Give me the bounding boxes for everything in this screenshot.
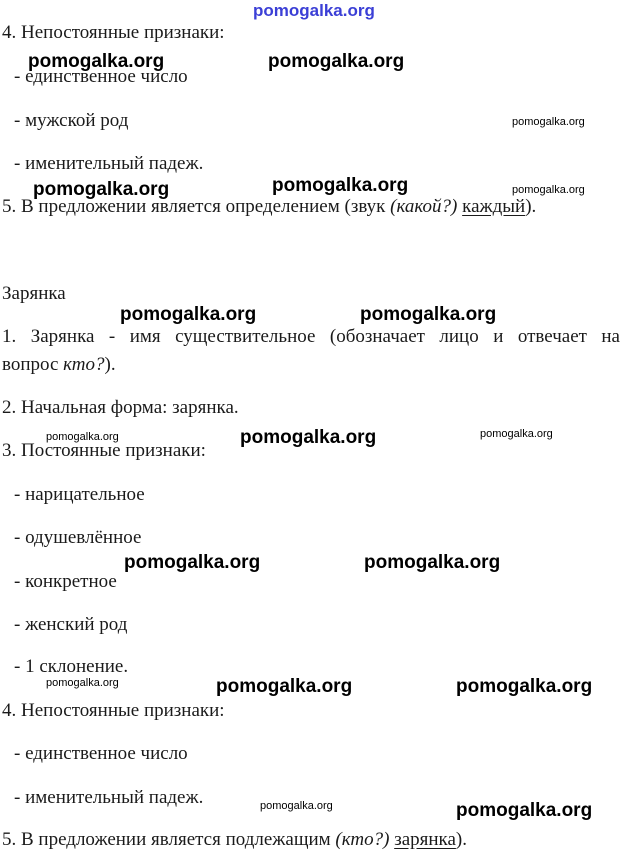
watermark: pomogalka.org	[46, 677, 119, 689]
list-item: - мужской род	[14, 110, 129, 131]
role-suffix: ).	[455, 829, 467, 850]
watermark: pomogalka.org	[120, 304, 257, 325]
watermark: pomogalka.org	[512, 116, 585, 128]
watermark: pomogalka.org	[260, 800, 333, 812]
role-question: (кто?)	[335, 829, 390, 850]
nonconstant-heading-2: 4. Непостоянные признаки:	[2, 700, 225, 721]
initial-form: 2. Начальная форма: зарянка.	[2, 397, 239, 418]
role-suffix: ).	[525, 196, 537, 217]
question-suffix: ).	[104, 354, 116, 375]
list-item: - именительный падеж.	[14, 787, 204, 808]
list-item: - конкретное	[14, 571, 117, 592]
list-item: - одушевлённое	[14, 527, 142, 548]
list-item: - единственное число	[14, 743, 188, 764]
watermark: pomogalka.org	[272, 175, 409, 196]
watermark: pomogalka.org	[240, 427, 377, 448]
watermark: pomogalka.org	[512, 184, 585, 196]
watermark: pomogalka.org	[33, 179, 170, 200]
watermark: pomogalka.org	[456, 676, 593, 697]
role-text: 5. В предложении является определением (звук	[2, 196, 391, 217]
list-item: - 1 склонение.	[14, 656, 129, 677]
role-word: зарянка	[394, 829, 456, 850]
watermark: pomogalka.org	[28, 51, 165, 72]
watermark: pomogalka.org	[360, 304, 497, 325]
watermark: pomogalka.org	[253, 1, 375, 20]
list-item: - именительный падеж.	[14, 153, 204, 174]
part-of-speech-line-continued	[2, 354, 116, 376]
syntactic-role-2	[2, 829, 467, 851]
role-word: каждый	[462, 196, 526, 217]
watermark: pomogalka.org	[268, 51, 405, 72]
role-text: 5. В предложении является подлежащим	[2, 829, 336, 850]
question-prefix: вопрос	[2, 354, 64, 375]
list-item: - женский род	[14, 614, 128, 635]
watermark: pomogalka.org	[364, 552, 501, 573]
part-of-speech-line: 1. Зарянка - имя существительное (обозначает лицо и отвечает на	[2, 326, 620, 347]
list-item: - нарицательное	[14, 484, 145, 505]
question-word: кто?	[63, 354, 105, 375]
watermark: pomogalka.org	[456, 800, 593, 821]
role-question: (какой?)	[390, 196, 458, 217]
watermark: pomogalka.org	[480, 428, 553, 440]
list-item: - единственное число	[14, 66, 188, 87]
watermark: pomogalka.org	[124, 552, 261, 573]
nonconstant-heading-1: 4. Непостоянные признаки:	[2, 22, 225, 43]
watermark: pomogalka.org	[46, 431, 119, 443]
watermark: pomogalka.org	[216, 676, 353, 697]
constant-heading: 3. Постоянные признаки:	[2, 440, 206, 461]
word-heading: Зарянка	[2, 283, 66, 304]
